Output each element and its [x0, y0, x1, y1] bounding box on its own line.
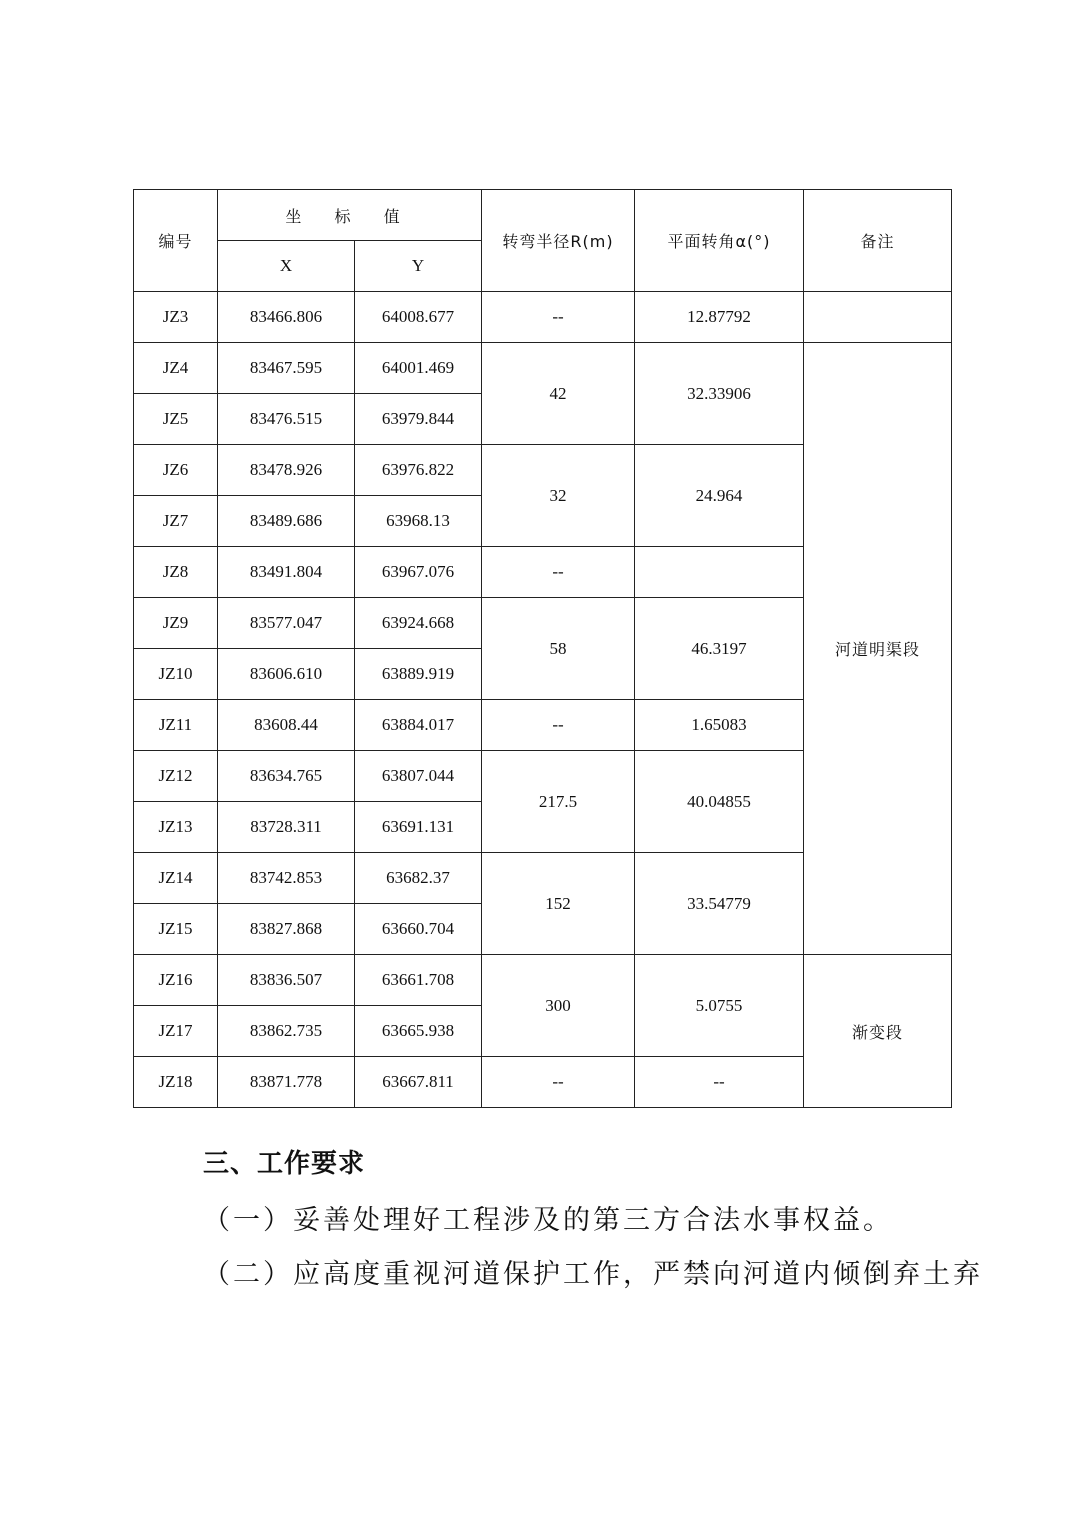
- coord-y: 64008.677: [355, 292, 482, 343]
- point-id: JZ9: [134, 598, 218, 649]
- header-y: Y: [355, 241, 482, 292]
- point-id: JZ11: [134, 700, 218, 751]
- note-cell: [804, 292, 952, 343]
- coord-x: 83728.311: [218, 802, 355, 853]
- coord-y: 63667.811: [355, 1057, 482, 1108]
- coord-x: 83467.595: [218, 343, 355, 394]
- coord-x: 83491.804: [218, 547, 355, 598]
- coord-y: 63967.076: [355, 547, 482, 598]
- section-title: 三、工作要求: [203, 1149, 366, 1179]
- point-id: JZ16: [134, 955, 218, 1006]
- point-id: JZ13: [134, 802, 218, 853]
- turn-radius: 58: [482, 598, 635, 700]
- turn-angle: 32.33906: [635, 343, 804, 445]
- turn-radius: 42: [482, 343, 635, 445]
- turn-angle: 40.04855: [635, 751, 804, 853]
- coord-y: 63682.37: [355, 853, 482, 904]
- turn-angle: 46.3197: [635, 598, 804, 700]
- turn-angle: 33.54779: [635, 853, 804, 955]
- note-cell: 河道明渠段: [804, 343, 952, 955]
- coord-x: 83634.765: [218, 751, 355, 802]
- paragraph-2: （二）应高度重视河道保护工作，严禁向河道内倾倒弃土弃: [203, 1259, 983, 1290]
- turn-angle: [635, 547, 804, 598]
- turn-angle: 12.87792: [635, 292, 804, 343]
- coord-x: 83577.047: [218, 598, 355, 649]
- turn-radius: 300: [482, 955, 635, 1057]
- turn-radius: --: [482, 700, 635, 751]
- turn-radius: 32: [482, 445, 635, 547]
- turn-angle: 24.964: [635, 445, 804, 547]
- point-id: JZ4: [134, 343, 218, 394]
- coord-x: 83476.515: [218, 394, 355, 445]
- point-id: JZ18: [134, 1057, 218, 1108]
- coordinate-table: [133, 189, 952, 1108]
- coord-x: 83871.778: [218, 1057, 355, 1108]
- paragraph-1: （一）妥善处理好工程涉及的第三方合法水事权益。: [203, 1205, 893, 1236]
- header-radius: 转弯半径R(m): [482, 190, 635, 292]
- point-id: JZ7: [134, 496, 218, 547]
- turn-radius: --: [482, 292, 635, 343]
- coord-x: 83742.853: [218, 853, 355, 904]
- point-id: JZ3: [134, 292, 218, 343]
- coord-y: 63884.017: [355, 700, 482, 751]
- turn-radius: --: [482, 1057, 635, 1108]
- point-id: JZ6: [134, 445, 218, 496]
- coord-y: 63889.919: [355, 649, 482, 700]
- turn-radius: 152: [482, 853, 635, 955]
- coord-y: 63968.13: [355, 496, 482, 547]
- table-row: [134, 955, 952, 1006]
- coord-y: 63665.938: [355, 1006, 482, 1057]
- header-coordinate: 坐 标 值: [218, 190, 482, 241]
- coord-x: 83466.806: [218, 292, 355, 343]
- coord-x: 83489.686: [218, 496, 355, 547]
- coord-y: 63979.844: [355, 394, 482, 445]
- header-x: X: [218, 241, 355, 292]
- point-id: JZ5: [134, 394, 218, 445]
- coord-x: 83827.868: [218, 904, 355, 955]
- coord-y: 64001.469: [355, 343, 482, 394]
- point-id: JZ14: [134, 853, 218, 904]
- coord-y: 63691.131: [355, 802, 482, 853]
- turn-radius: 217.5: [482, 751, 635, 853]
- point-id: JZ12: [134, 751, 218, 802]
- coord-y: 63807.044: [355, 751, 482, 802]
- coord-x: 83608.44: [218, 700, 355, 751]
- coord-y: 63660.704: [355, 904, 482, 955]
- point-id: JZ15: [134, 904, 218, 955]
- note-cell: 渐变段: [804, 955, 952, 1108]
- table-row: [134, 292, 952, 343]
- coord-y: 63661.708: [355, 955, 482, 1006]
- coord-y: 63976.822: [355, 445, 482, 496]
- coord-x: 83478.926: [218, 445, 355, 496]
- header-angle: 平面转角α(°): [635, 190, 804, 292]
- header-id: 编号: [134, 190, 218, 292]
- coord-x: 83606.610: [218, 649, 355, 700]
- point-id: JZ8: [134, 547, 218, 598]
- header-note: 备注: [804, 190, 952, 292]
- coord-x: 83836.507: [218, 955, 355, 1006]
- turn-angle: 5.0755: [635, 955, 804, 1057]
- coord-x: 83862.735: [218, 1006, 355, 1057]
- point-id: JZ17: [134, 1006, 218, 1057]
- coord-y: 63924.668: [355, 598, 482, 649]
- turn-angle: --: [635, 1057, 804, 1108]
- table-row: [134, 343, 952, 394]
- turn-radius: --: [482, 547, 635, 598]
- turn-angle: 1.65083: [635, 700, 804, 751]
- point-id: JZ10: [134, 649, 218, 700]
